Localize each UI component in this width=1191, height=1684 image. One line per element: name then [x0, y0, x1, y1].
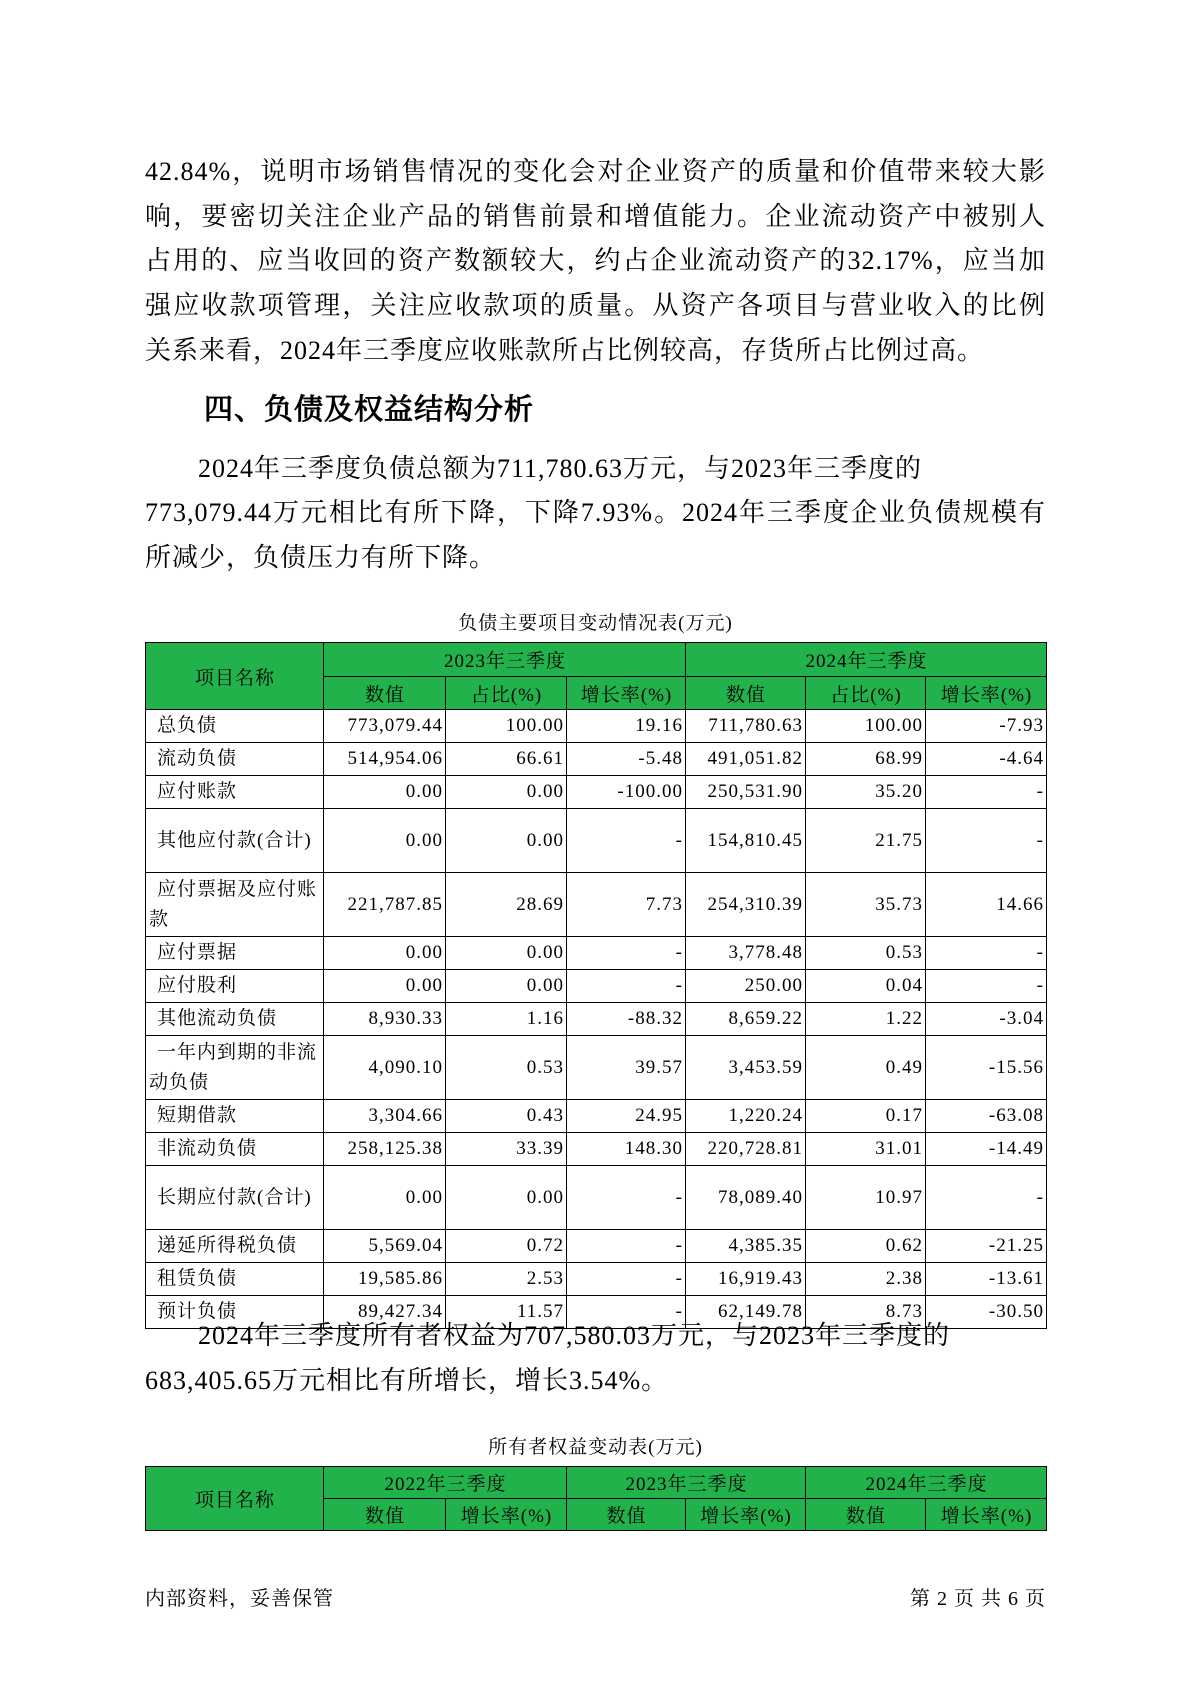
growth-cell: - — [926, 809, 1047, 873]
row-item-name: 递延所得税负债 — [146, 1230, 324, 1263]
row-item-name: 流动负债 — [146, 743, 324, 776]
growth-cell: -21.25 — [926, 1230, 1047, 1263]
share-cell: 66.61 — [446, 743, 567, 776]
period-header: 2023年三季度 — [567, 1467, 806, 1499]
growth-cell: -4.64 — [926, 743, 1047, 776]
value-cell: 258,125.38 — [324, 1133, 446, 1166]
row-item-name: 总负债 — [146, 710, 324, 743]
growth-cell: - — [567, 1263, 686, 1296]
equity-table — [145, 1466, 1047, 1531]
table-row — [146, 809, 1047, 873]
value-header: 数值 — [806, 1499, 926, 1531]
row-item-name: 应付账款 — [146, 776, 324, 809]
value-header: 数值 — [324, 677, 446, 710]
body-text-line: 773,079.44万元相比有所下降，下降7.93%。2024年三季度企业负债规模有 — [145, 498, 1046, 527]
share-cell: 11.57 — [446, 1296, 567, 1329]
body-text-line: 占用的、应当收回的资产数额较大，约占企业流动资产的32.17%，应当加 — [145, 246, 1046, 275]
value-cell: 254,310.39 — [686, 873, 806, 937]
growth-cell: -5.48 — [567, 743, 686, 776]
body-text-line: 683,405.65万元相比有所增长，增长3.54%。 — [145, 1366, 669, 1395]
share-cell: 0.00 — [446, 937, 567, 970]
value-cell: 0.00 — [324, 937, 446, 970]
period-header: 2024年三季度 — [686, 643, 1047, 677]
value-cell: 0.00 — [324, 1166, 446, 1230]
row-item-name: 长期应付款(合计) — [146, 1166, 324, 1230]
table-row — [146, 710, 1047, 743]
growth-cell: -13.61 — [926, 1263, 1047, 1296]
value-cell: 514,954.06 — [324, 743, 446, 776]
share-cell: 8.73 — [806, 1296, 926, 1329]
growth-cell: -15.56 — [926, 1036, 1047, 1100]
body-text-line: 2024年三季度负债总额为711,780.63万元，与2023年三季度的 — [198, 454, 923, 483]
row-item-name: 租赁负债 — [146, 1263, 324, 1296]
growth-header: 增长率(%) — [567, 677, 686, 710]
share-cell: 0.72 — [446, 1230, 567, 1263]
growth-header: 增长率(%) — [926, 1499, 1047, 1531]
value-cell: 5,569.04 — [324, 1230, 446, 1263]
share-cell: 100.00 — [446, 710, 567, 743]
table-row — [146, 1003, 1047, 1036]
value-cell: 0.00 — [324, 809, 446, 873]
growth-header: 增长率(%) — [446, 1499, 567, 1531]
share-cell: 35.20 — [806, 776, 926, 809]
value-cell: 250,531.90 — [686, 776, 806, 809]
equity-table-title: 所有者权益变动表(万元) — [488, 1437, 703, 1458]
value-cell: 3,304.66 — [324, 1100, 446, 1133]
share-cell: 28.69 — [446, 873, 567, 937]
period-header: 2024年三季度 — [806, 1467, 1047, 1499]
growth-cell: - — [567, 937, 686, 970]
share-cell: 1.22 — [806, 1003, 926, 1036]
value-cell: 1,220.24 — [686, 1100, 806, 1133]
table-row — [146, 1230, 1047, 1263]
value-cell: 89,427.34 — [324, 1296, 446, 1329]
value-cell: 0.00 — [324, 970, 446, 1003]
growth-header: 增长率(%) — [926, 677, 1047, 710]
body-text-line: 所减少，负债压力有所下降。 — [145, 543, 497, 572]
row-item-name: 应付票据及应付账款 — [146, 873, 324, 937]
growth-cell: -100.00 — [567, 776, 686, 809]
growth-cell: - — [926, 937, 1047, 970]
share-cell: 100.00 — [806, 710, 926, 743]
section-heading: 四、负债及权益结构分析 — [204, 394, 535, 426]
value-header: 数值 — [567, 1499, 686, 1531]
growth-cell: 39.57 — [567, 1036, 686, 1100]
share-cell: 0.53 — [446, 1036, 567, 1100]
share-header: 占比(%) — [446, 677, 567, 710]
growth-cell: 24.95 — [567, 1100, 686, 1133]
value-cell: 154,810.45 — [686, 809, 806, 873]
table-row — [146, 1133, 1047, 1166]
item-name-header: 项目名称 — [146, 1467, 324, 1531]
share-cell: 0.00 — [446, 809, 567, 873]
growth-cell: - — [567, 970, 686, 1003]
growth-cell: - — [567, 1230, 686, 1263]
growth-cell: - — [567, 1166, 686, 1230]
growth-header: 增长率(%) — [686, 1499, 806, 1531]
row-item-name: 非流动负债 — [146, 1133, 324, 1166]
table-header-row — [146, 643, 1047, 677]
share-cell: 68.99 — [806, 743, 926, 776]
period-header: 2023年三季度 — [324, 643, 686, 677]
value-cell: 19,585.86 — [324, 1263, 446, 1296]
growth-cell: 7.73 — [567, 873, 686, 937]
share-cell: 31.01 — [806, 1133, 926, 1166]
row-item-name: 短期借款 — [146, 1100, 324, 1133]
share-header: 占比(%) — [806, 677, 926, 710]
value-cell: 221,787.85 — [324, 873, 446, 937]
value-header: 数值 — [686, 677, 806, 710]
value-cell: 8,930.33 — [324, 1003, 446, 1036]
share-cell: 0.53 — [806, 937, 926, 970]
period-header: 2022年三季度 — [324, 1467, 567, 1499]
share-cell: 0.00 — [446, 1166, 567, 1230]
table-row — [146, 1100, 1047, 1133]
value-cell: 3,778.48 — [686, 937, 806, 970]
growth-cell: 19.16 — [567, 710, 686, 743]
value-header: 数值 — [324, 1499, 446, 1531]
value-cell: 16,919.43 — [686, 1263, 806, 1296]
growth-cell: 14.66 — [926, 873, 1047, 937]
share-cell: 0.04 — [806, 970, 926, 1003]
growth-cell: -7.93 — [926, 710, 1047, 743]
table-row — [146, 776, 1047, 809]
share-cell: 2.53 — [446, 1263, 567, 1296]
table-row — [146, 1166, 1047, 1230]
value-cell: 4,090.10 — [324, 1036, 446, 1100]
row-item-name: 应付票据 — [146, 937, 324, 970]
body-text-line: 2024年三季度所有者权益为707,580.03万元，与2023年三季度的 — [198, 1321, 951, 1350]
share-cell: 21.75 — [806, 809, 926, 873]
share-cell: 0.49 — [806, 1036, 926, 1100]
share-cell: 1.16 — [446, 1003, 567, 1036]
value-cell: 0.00 — [324, 776, 446, 809]
row-item-name: 预计负债 — [146, 1296, 324, 1329]
table-header-row — [146, 1467, 1047, 1499]
body-text-line: 42.84%，说明市场销售情况的变化会对企业资产的质量和价值带来较大影 — [145, 157, 1046, 186]
share-cell: 0.00 — [446, 970, 567, 1003]
growth-cell: -30.50 — [926, 1296, 1047, 1329]
body-text-line: 响，要密切关注企业产品的销售前景和增值能力。企业流动资产中被别人 — [145, 202, 1046, 231]
share-cell: 0.00 — [446, 776, 567, 809]
body-text-line: 关系来看，2024年三季度应收账款所占比例较高，存货所占比例过高。 — [145, 336, 985, 365]
growth-cell: 148.30 — [567, 1133, 686, 1166]
table-row — [146, 970, 1047, 1003]
row-item-name: 一年内到期的非流动负债 — [146, 1036, 324, 1100]
item-name-header: 项目名称 — [146, 643, 324, 710]
share-cell: 10.97 — [806, 1166, 926, 1230]
growth-cell: -88.32 — [567, 1003, 686, 1036]
share-cell: 35.73 — [806, 873, 926, 937]
value-cell: 4,385.35 — [686, 1230, 806, 1263]
value-cell: 250.00 — [686, 970, 806, 1003]
growth-cell: -3.04 — [926, 1003, 1047, 1036]
row-item-name: 其他应付款(合计) — [146, 809, 324, 873]
table-row — [146, 937, 1047, 970]
footer-page-number: 第 2 页 共 6 页 — [910, 1588, 1046, 1610]
liability-table-body — [146, 710, 1047, 1329]
value-cell: 78,089.40 — [686, 1166, 806, 1230]
share-cell: 2.38 — [806, 1263, 926, 1296]
value-cell: 220,728.81 — [686, 1133, 806, 1166]
liability-table-title: 负债主要项目变动情况表(万元) — [458, 613, 733, 634]
table-row — [146, 873, 1047, 937]
body-text-line: 强应收款项管理，关注应收款项的质量。从资产各项目与营业收入的比例 — [145, 291, 1046, 320]
growth-cell: - — [567, 1296, 686, 1329]
value-cell: 8,659.22 — [686, 1003, 806, 1036]
footer-confidential-note: 内部资料，妥善保管 — [145, 1588, 334, 1610]
table-row — [146, 743, 1047, 776]
growth-cell: -63.08 — [926, 1100, 1047, 1133]
share-cell: 33.39 — [446, 1133, 567, 1166]
liability-table — [145, 642, 1047, 1329]
growth-cell: -14.49 — [926, 1133, 1047, 1166]
growth-cell: - — [926, 1166, 1047, 1230]
growth-cell: - — [926, 776, 1047, 809]
share-cell: 0.17 — [806, 1100, 926, 1133]
growth-cell: - — [926, 970, 1047, 1003]
value-cell: 711,780.63 — [686, 710, 806, 743]
share-cell: 0.43 — [446, 1100, 567, 1133]
value-cell: 3,453.59 — [686, 1036, 806, 1100]
table-row — [146, 1263, 1047, 1296]
value-cell: 62,149.78 — [686, 1296, 806, 1329]
value-cell: 773,079.44 — [324, 710, 446, 743]
table-row — [146, 1036, 1047, 1100]
value-cell: 491,051.82 — [686, 743, 806, 776]
growth-cell: - — [567, 809, 686, 873]
row-item-name: 其他流动负债 — [146, 1003, 324, 1036]
row-item-name: 应付股利 — [146, 970, 324, 1003]
share-cell: 0.62 — [806, 1230, 926, 1263]
